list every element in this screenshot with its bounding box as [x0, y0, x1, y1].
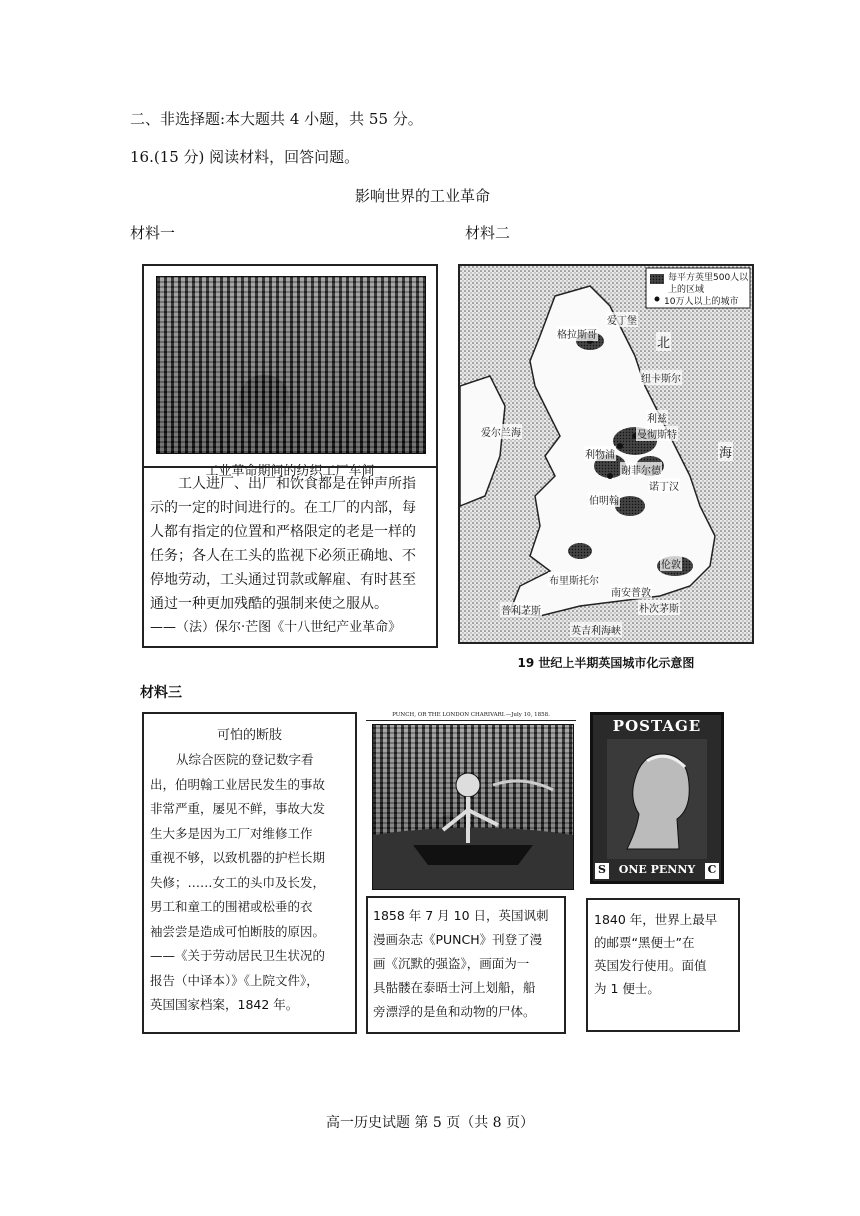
map-label: 普利茅斯	[500, 602, 542, 617]
box2-line: 1858 年 7 月 10 日，英国讽刺	[373, 908, 549, 923]
box1-line: 重视不够，以致机器的护栏长期	[150, 850, 326, 865]
box1-line: 出，伯明翰工业居民发生的事故	[150, 776, 326, 792]
box2-text	[373, 904, 563, 1024]
box1-line: ——《关于劳动居民卫生状况的	[150, 948, 326, 963]
map-label: 海	[718, 442, 733, 461]
map-label: 布里斯托尔	[548, 572, 600, 587]
material1-text	[150, 472, 432, 639]
material1-line: 任务；各人在工头的监视下必须正确地、不	[150, 548, 416, 564]
map-label: 爱丁堡	[606, 312, 638, 327]
material1-frame	[142, 264, 438, 648]
material1-line: 人都有指定的位置和严格限定的老是一样的	[150, 524, 416, 540]
material1-label: 材料一	[130, 224, 176, 242]
map-label: 北	[656, 332, 671, 351]
box3-line: 1840 年，世界上最早	[594, 912, 718, 927]
page-footer: 高一历史试题 第 5 页（共 8 页）	[325, 1115, 535, 1131]
punch-cartoon	[372, 724, 574, 890]
stamp-letter-right: C	[705, 863, 719, 879]
stamp-bottom-text: ONE PENNY	[618, 863, 696, 876]
queen-profile	[607, 739, 707, 859]
legend-area: 每平方英里500人以上的区域	[668, 273, 749, 295]
material3-box2	[366, 896, 566, 1034]
map-label: 利兹	[646, 410, 668, 425]
penny-black-stamp	[590, 712, 724, 884]
section-heading: 二、非选择题:本大题共 4 小题，共 55 分。	[130, 110, 423, 128]
box1-text	[150, 748, 353, 1018]
box1-line: 报告（中译本）》《上院文件》，	[150, 972, 319, 988]
map-label: 诺丁汉	[648, 478, 680, 493]
map-label: 伯明翰	[588, 492, 620, 507]
legend-city: 10万人以上的城市	[664, 297, 739, 307]
material3-box1	[142, 712, 357, 1034]
material1-line: 工人进厂、出厂和饮食都是在钟声所指	[178, 476, 416, 492]
main-title: 影响世界的工业革命	[355, 187, 491, 205]
box1-title: 可怕的断肢	[216, 728, 282, 743]
box1-line: 非常严重，屡见不鲜，事故大发	[150, 801, 326, 816]
cartoon-header: PUNCH, OR THE LONDON CHARIVARI.—July 10, 1858.	[366, 712, 576, 721]
factory-photo	[156, 276, 426, 454]
box2-line: 具骷髅在泰晤士河上划船，船	[373, 980, 536, 995]
box3-line: 的邮票“黑便士”在	[594, 935, 695, 950]
map-label: 曼彻斯特	[636, 426, 678, 441]
question-text: 16.(15 分) 阅读材料，回答问题。	[130, 148, 360, 166]
box1-line: 失修；……女工的头巾及长发，	[150, 874, 326, 890]
material2-label: 材料二	[465, 224, 511, 242]
box3-line: 为 1 便士。	[594, 981, 660, 996]
box2-line: 漫画杂志《PUNCH》刊登了漫	[373, 932, 543, 947]
map-label: 格拉斯哥	[556, 326, 598, 341]
map-label: 朴次茅斯	[638, 600, 680, 615]
box3-text	[594, 908, 736, 1000]
box1-line: 生大多是因为工厂对维修工作	[150, 825, 313, 841]
box1-line: 从综合医院的登记数字看	[176, 752, 314, 767]
map-label: 英吉利海峡	[570, 622, 622, 637]
material3-label: 材料三	[140, 685, 182, 701]
material1-source: ——（法）保尔·芒图《十八世纪产业革命》	[150, 620, 402, 635]
material1-line: 示的一定的时间进行的。在工厂的内部，每	[150, 500, 416, 516]
map-label: 利物浦	[584, 446, 616, 461]
stamp-letter-left: S	[595, 863, 609, 879]
box1-line: 英国国家档案，1842 年。	[150, 997, 299, 1012]
box3-line: 英国发行使用。面值	[594, 958, 707, 973]
map-label: 纽卡斯尔	[640, 370, 682, 385]
material2-caption: 19 世纪上半期英国城市化示意图	[517, 656, 695, 670]
material1-caption: 工业革命期间的纺织工厂车间	[205, 464, 375, 479]
map-label: 爱尔兰海	[480, 424, 522, 439]
stamp-top-text: POSTAGE	[612, 717, 702, 735]
material3-box3	[586, 898, 740, 1032]
map-label: 南安普敦	[610, 584, 652, 599]
map-label: 谢菲尔德	[620, 462, 662, 477]
material1-line: 通过一种更加残酷的强制来使之服从。	[150, 596, 388, 612]
box2-line: 画《沉默的强盗》，画面为一	[373, 956, 530, 971]
map-label: 伦敦	[660, 556, 682, 571]
material1-line: 停地劳动，工头通过罚款或解雇、有时甚至	[150, 572, 416, 588]
box2-line: 旁漂浮的是鱼和动物的尸体。	[373, 1004, 536, 1019]
material2-map	[458, 264, 754, 644]
box1-line: 袖尝尝是造成可怕断肢的原因。	[150, 923, 326, 939]
box1-line: 男工和童工的围裙或松垂的衣	[150, 899, 313, 914]
